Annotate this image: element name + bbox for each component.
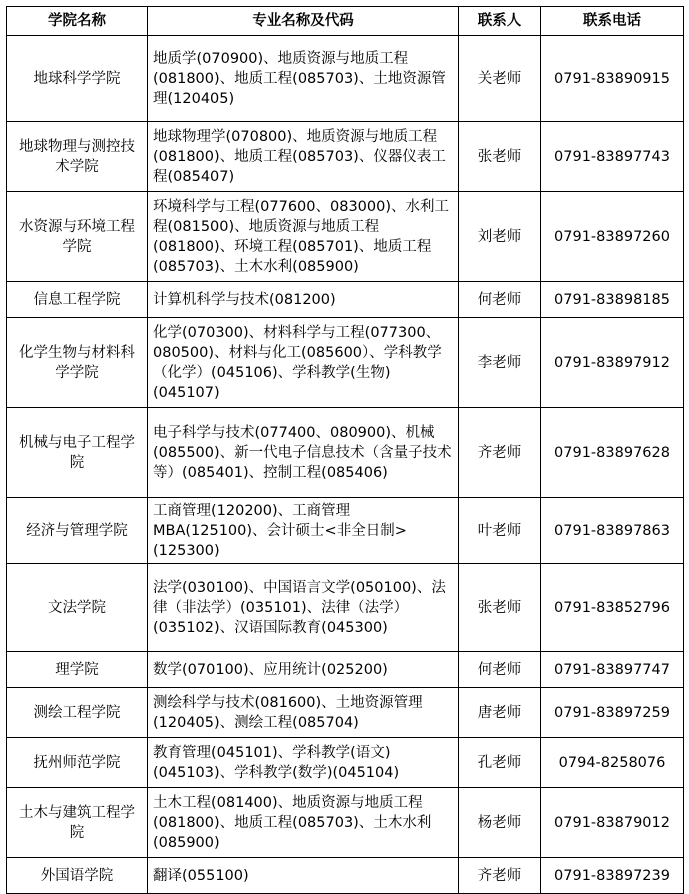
table-row xyxy=(7,858,684,894)
contact-person: 李老师 xyxy=(459,318,541,408)
majors-list: 化学(070300)、材料科学与工程(077300、080500)、材料与化工(085600）、学科教学（化学）(045106)、学科教学(生物)(045107) xyxy=(148,318,459,408)
header-phone: 联系电话 xyxy=(541,7,684,36)
contact-phone: 0791-83890915 xyxy=(541,36,684,122)
contact-person: 齐老师 xyxy=(459,408,541,498)
school-name: 测绘工程学院 xyxy=(7,688,148,738)
header-row xyxy=(7,7,684,36)
majors-list: 电子科学与技术(077400、080900)、机械(085500)、新一代电子信息技术（含量子技术等）(085401)、控制工程(085406) xyxy=(148,408,459,498)
school-name: 文法学院 xyxy=(7,564,148,652)
header-contact: 联系人 xyxy=(459,7,541,36)
majors-list: 工商管理(120200)、工商管理MBA(125100)、会计硕士<非全日制>(125300) xyxy=(148,498,459,564)
contact-person: 张老师 xyxy=(459,122,541,192)
contact-phone: 0791-83897743 xyxy=(541,122,684,192)
contact-person: 叶老师 xyxy=(459,498,541,564)
school-name: 地球物理与测控技术学院 xyxy=(7,122,148,192)
contact-person: 关老师 xyxy=(459,36,541,122)
table-body xyxy=(7,36,684,894)
contact-phone: 0791-83897747 xyxy=(541,652,684,688)
contact-phone: 0791-83897912 xyxy=(541,318,684,408)
contacts-table xyxy=(6,6,684,894)
contact-person: 刘老师 xyxy=(459,192,541,282)
contact-phone: 0791-83898185 xyxy=(541,282,684,318)
header-majors: 专业名称及代码 xyxy=(148,7,459,36)
contact-person: 孔老师 xyxy=(459,738,541,788)
contact-person: 何老师 xyxy=(459,652,541,688)
contact-person: 何老师 xyxy=(459,282,541,318)
majors-list: 环境科学与工程(077600、083000)、水利工程(081500)、地质资源与地质工程(081800)、环境工程(085701)、地质工程(085703)、土木水利(085900) xyxy=(148,192,459,282)
majors-list: 翻译(055100) xyxy=(148,858,459,894)
contact-phone: 0791-83897259 xyxy=(541,688,684,738)
school-name: 水资源与环境工程学院 xyxy=(7,192,148,282)
majors-list: 地球物理学(070800)、地质资源与地质工程(081800)、地质工程(085703)、仪器仪表工程(085407) xyxy=(148,122,459,192)
contact-phone: 0791-83897863 xyxy=(541,498,684,564)
school-name: 化学生物与材料科学学院 xyxy=(7,318,148,408)
contact-phone: 0791-83897239 xyxy=(541,858,684,894)
table-row xyxy=(7,738,684,788)
contact-person: 杨老师 xyxy=(459,788,541,858)
table-row xyxy=(7,36,684,122)
school-name: 经济与管理学院 xyxy=(7,498,148,564)
majors-list: 地质学(070900)、地质资源与地质工程(081800)、地质工程(085703)、土地资源管理(120405) xyxy=(148,36,459,122)
school-name: 理学院 xyxy=(7,652,148,688)
table-row xyxy=(7,282,684,318)
contact-person: 唐老师 xyxy=(459,688,541,738)
table-row xyxy=(7,122,684,192)
table-row xyxy=(7,408,684,498)
majors-list: 法学(030100)、中国语言文学(050100)、法律（非法学）(035101)、法律（法学）(035102)、汉语国际教育(045300) xyxy=(148,564,459,652)
header-school: 学院名称 xyxy=(7,7,148,36)
contact-person: 齐老师 xyxy=(459,858,541,894)
contact-phone: 0791-83897260 xyxy=(541,192,684,282)
school-name: 信息工程学院 xyxy=(7,282,148,318)
majors-list: 数学(070100)、应用统计(025200) xyxy=(148,652,459,688)
majors-list: 计算机科学与技术(081200) xyxy=(148,282,459,318)
contact-phone: 0791-83852796 xyxy=(541,564,684,652)
contact-phone: 0794-8258076 xyxy=(541,738,684,788)
school-name: 土木与建筑工程学院 xyxy=(7,788,148,858)
table-row xyxy=(7,192,684,282)
contact-phone: 0791-83897628 xyxy=(541,408,684,498)
table-row xyxy=(7,318,684,408)
contact-person: 张老师 xyxy=(459,564,541,652)
school-name: 机械与电子工程学院 xyxy=(7,408,148,498)
majors-list: 测绘科学与技术(081600)、土地资源管理(120405)、测绘工程(085704) xyxy=(148,688,459,738)
majors-list: 土木工程(081400)、地质资源与地质工程(081800)、地质工程(085703)、土木水利(085900) xyxy=(148,788,459,858)
table-row xyxy=(7,688,684,738)
school-name: 抚州师范学院 xyxy=(7,738,148,788)
table-row xyxy=(7,788,684,858)
majors-list: 教育管理(045101)、学科教学(语文)(045103)、学科教学(数学)(045104) xyxy=(148,738,459,788)
school-name: 地球科学学院 xyxy=(7,36,148,122)
table-row xyxy=(7,564,684,652)
table-header xyxy=(7,7,684,36)
table-row xyxy=(7,652,684,688)
table-row xyxy=(7,498,684,564)
school-name: 外国语学院 xyxy=(7,858,148,894)
contact-phone: 0791-83879012 xyxy=(541,788,684,858)
